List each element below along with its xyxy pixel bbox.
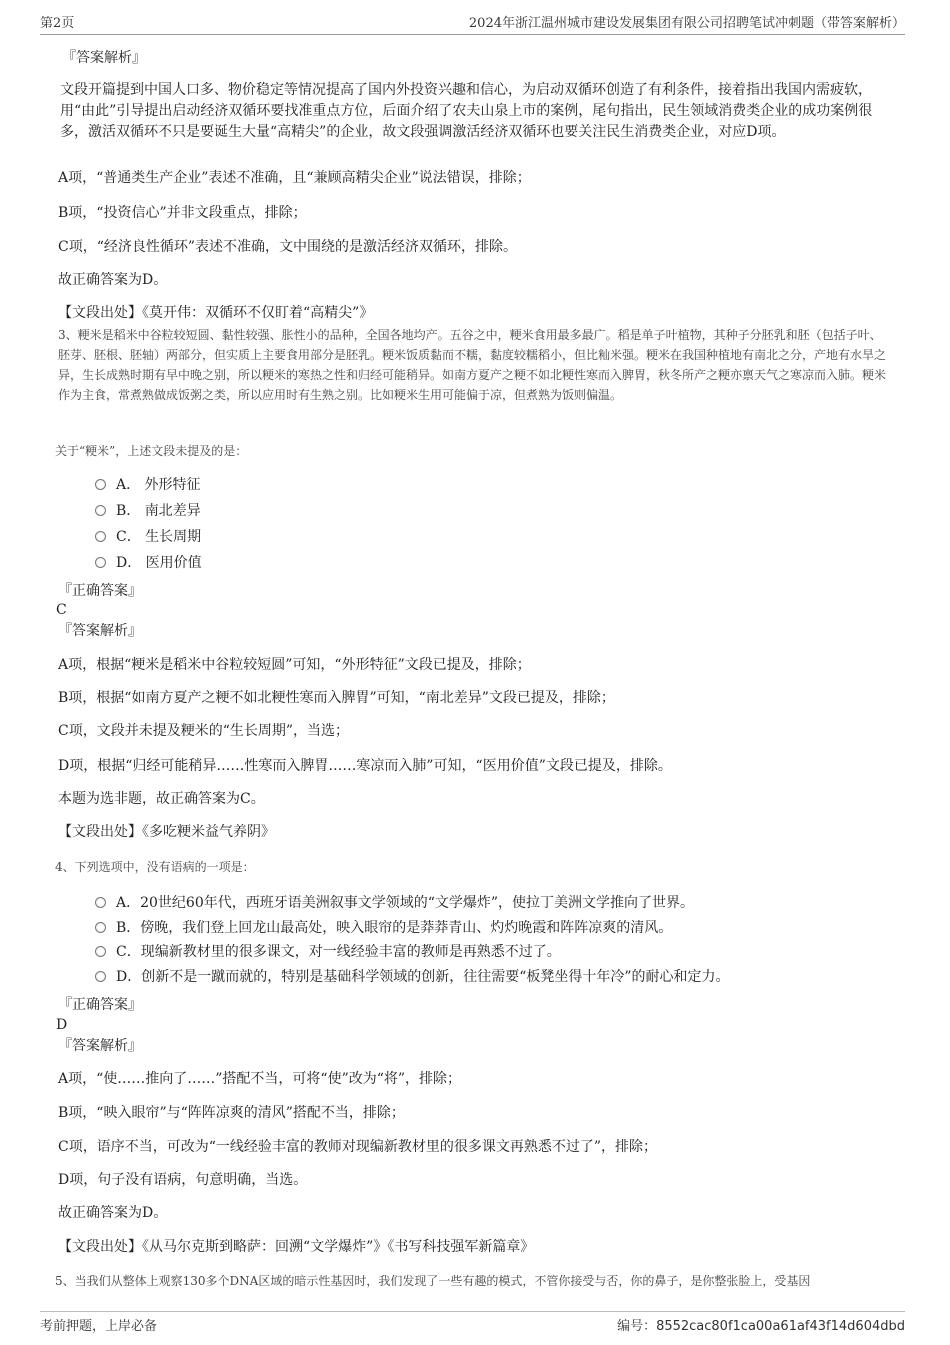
analysis-option-d: D项，根据“归经可能稍异……性寒而入脾胃……寒凉而入肺”可知，“医用价值”文段已提及，排除。 bbox=[58, 758, 672, 774]
analysis-option-c: C项，语序不当，可改为“一线经验丰富的教师对现编新教材里的很多课文再熟悉不过了”，排除； bbox=[58, 1139, 658, 1155]
radio-icon[interactable] bbox=[95, 971, 106, 982]
radio-icon[interactable] bbox=[95, 922, 106, 933]
answer-value: D bbox=[56, 1017, 68, 1033]
option-b[interactable] bbox=[95, 918, 672, 938]
option-a[interactable] bbox=[95, 893, 694, 913]
question-stem: 关于“粳米”，上述文段未提及的是： bbox=[55, 444, 248, 458]
option-c[interactable] bbox=[95, 942, 561, 962]
option-label: B．傍晚，我们登上回龙山最高处，映入眼帘的是莽莽青山、灼灼晚霞和阵阵凉爽的清风。 bbox=[116, 920, 673, 936]
radio-icon[interactable] bbox=[95, 505, 106, 516]
analysis-label: 『答案解析』 bbox=[62, 50, 146, 66]
answer-label: 『正确答案』 bbox=[58, 997, 142, 1013]
radio-icon[interactable] bbox=[95, 531, 106, 542]
option-label: B． 南北差异 bbox=[116, 503, 201, 519]
analysis-paragraph: 文段开篇提到中国人口多、物价稳定等情况提高了国内外投资兴趣和信心，为启动双循环创造了有利条件，接着指出我国内需疲软，用“由此”引导提出启动经济双循环要找准重点方位，后面介绍了农夫山泉上市的案例，尾句指出，民生领域消费类企业的成功案例很多，激活双循环不只是要诞生大量“高精尖”的企业，故文段强调激活经济双循环也要关注民生消费类企业，对应D项。 bbox=[60, 82, 873, 140]
analysis-option-a: A项，“普通类生产企业”表述不准确，且“兼顾高精尖企业”说法错误，排除； bbox=[58, 170, 531, 186]
analysis-option-d: D项，句子没有语病，句意明确，当选。 bbox=[58, 1172, 308, 1188]
conclusion: 本题为选非题，故正确答案为C。 bbox=[58, 791, 265, 807]
document-id: 编号：8552cac80f1ca00a61af43f14d604dbd bbox=[617, 1319, 905, 1334]
radio-icon[interactable] bbox=[95, 557, 106, 568]
conclusion: 故正确答案为D。 bbox=[58, 1205, 168, 1221]
source: 【文段出处】《莫开伟：双循环不仅盯着“高精尖”》 bbox=[58, 305, 374, 321]
analysis-label: 『答案解析』 bbox=[58, 1038, 142, 1054]
answer-value: C bbox=[56, 602, 67, 618]
analysis-option-b: B项，“映入眼帘”与“阵阵凉爽的清风”搭配不当，排除； bbox=[58, 1105, 405, 1121]
analysis-option-a: A项，“使……推向了……”搭配不当，可将“使”改为“将”，排除； bbox=[58, 1071, 462, 1087]
footer-slogan: 考前押题，上岸必备 bbox=[40, 1319, 158, 1334]
analysis-option-b: B项，“投资信心”并非文段重点，排除； bbox=[58, 205, 307, 221]
radio-icon[interactable] bbox=[95, 897, 106, 908]
analysis-option-b: B项，根据“如南方夏产之粳不如北粳性寒而入脾胃”可知，“南北差异”文段已提及，排除； bbox=[58, 690, 615, 706]
page-footer bbox=[40, 1311, 905, 1334]
option-d[interactable] bbox=[95, 967, 730, 987]
option-label: D． 医用价值 bbox=[116, 555, 202, 571]
radio-icon[interactable] bbox=[95, 946, 106, 957]
radio-icon[interactable] bbox=[95, 479, 106, 490]
source: 【文段出处】《从马尔克斯到略萨：回溯“文学爆炸”》《书写科技强军新篇章》 bbox=[58, 1239, 535, 1255]
question-passage: 5、当我们从整体上观察130多个DNA区域的暗示性基因时，我们发现了一些有趣的模式，不管你接受与否，你的鼻子，是你整张脸上，受基因 bbox=[55, 1274, 811, 1288]
option-c[interactable] bbox=[95, 527, 201, 547]
question-passage: 3、粳米是稻米中谷粒较短圆、黏性较强、胀性小的品种，全国各地均产。五谷之中，粳米食用最多最广。稻是单子叶植物，其种子分胚乳和胚（包括子叶、胚芽、胚根、胚轴）两部分，但实质上主要食用部分是胚乳。粳米饭质黏而不糯，黏度较糯稻小，但比籼米强。粳米在我国种植地有南北之分，产地有水旱之异，生长成熟时期有早中晚之别，所以粳米的寒热之性和归经可能稍异。如南方夏产之粳不如北粳性寒而入脾胃，秋冬所产之粳亦禀天气之寒凉而入肺。粳米作为主食，常煮熟做成饭粥之类，所以应用时有生熟之别。比如粳米生用可能偏于凉，但煮熟为饭则偏温。 bbox=[58, 328, 887, 402]
option-label: C． 生长周期 bbox=[116, 529, 202, 545]
option-d[interactable] bbox=[95, 553, 202, 573]
page-header bbox=[40, 10, 905, 35]
conclusion: 故正确答案为D。 bbox=[58, 272, 168, 288]
answer-label: 『正确答案』 bbox=[58, 583, 142, 599]
option-a[interactable] bbox=[95, 475, 201, 495]
option-b[interactable] bbox=[95, 501, 201, 521]
analysis-option-a: A项，根据“粳米是稻米中谷粒较短圆”可知，“外形特征”文段已提及，排除； bbox=[58, 657, 531, 673]
analysis-option-c: C项，“经济良性循环”表述不准确，文中围绕的是激活经济双循环，排除。 bbox=[58, 239, 518, 255]
option-label: C．现编新教材里的很多课文，对一线经验丰富的教师是再熟悉不过了。 bbox=[116, 944, 561, 960]
option-label: D．创新不是一蹴而就的，特别是基础科学领域的创新，往往需要“板凳坐得十年冷”的耐心和定力。 bbox=[116, 969, 730, 985]
document-title: 2024年浙江温州城市建设发展集团有限公司招聘笔试冲刺题（带答案解析） bbox=[468, 16, 905, 31]
analysis-label: 『答案解析』 bbox=[58, 623, 142, 639]
option-label: A．20世纪60年代，西班牙语美洲叙事文学领域的“文学爆炸”，使拉丁美洲文学推向了世界。 bbox=[116, 895, 695, 911]
source: 【文段出处】《多吃粳米益气养阴》 bbox=[58, 824, 275, 840]
option-label: A． 外形特征 bbox=[116, 477, 201, 493]
analysis-option-c: C项，文段并未提及粳米的“生长周期”，当选； bbox=[58, 723, 350, 739]
question-stem: 4、下列选项中，没有语病的一项是： bbox=[55, 860, 255, 874]
page-number: 第2页 bbox=[40, 16, 75, 31]
